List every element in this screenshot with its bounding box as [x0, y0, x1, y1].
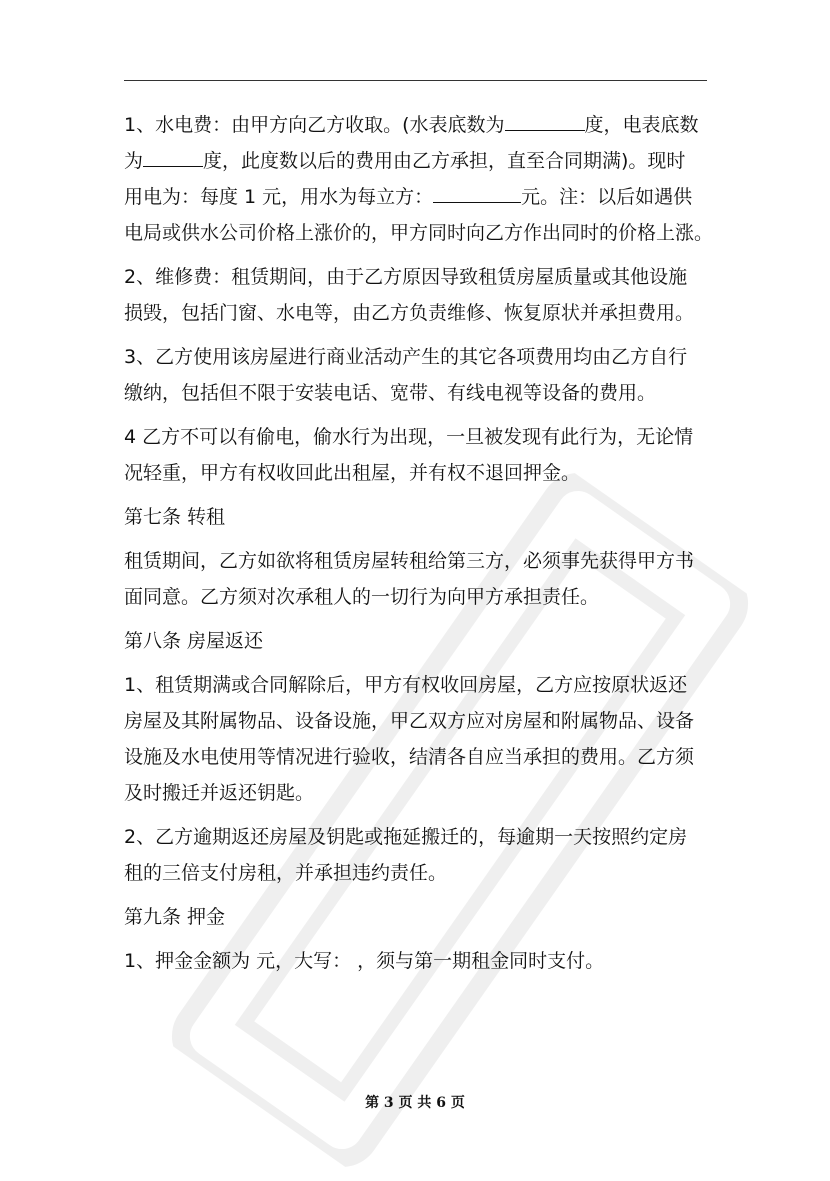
- paragraph: [124, 259, 714, 331]
- page-number: 第 3 页 共 6 页: [365, 1095, 465, 1111]
- paragraph: [124, 623, 714, 659]
- document-body: [124, 107, 714, 987]
- paragraph: [124, 899, 714, 935]
- text-line: [124, 419, 714, 455]
- text-segment: 1、租赁期满或合同解除后，甲方有权收回房屋，乙方应按原状返还: [124, 674, 688, 696]
- text-segment: 租的三倍支付房租，并承担违约责任。: [124, 862, 448, 884]
- text-line: [124, 667, 714, 703]
- text-segment: 1、押金金额为 元，大写： ，须与第一期租金同时支付。: [124, 950, 605, 972]
- text-line: [124, 579, 714, 615]
- text-line: [124, 775, 714, 811]
- fill-in-blank: [505, 112, 585, 131]
- paragraph: [124, 819, 714, 891]
- fill-in-blank: [143, 148, 203, 167]
- text-segment: 及时搬迁并返还钥匙。: [124, 782, 315, 804]
- paragraph: [124, 943, 714, 979]
- text-line: [124, 899, 714, 935]
- text-line: [124, 499, 714, 535]
- text-line: [124, 623, 714, 659]
- text-segment: 第九条 押金: [124, 906, 226, 928]
- text-segment: 用电为：每度 1 元，用水为每立方：: [124, 186, 434, 208]
- text-segment: 电局或供水公司价格上涨价的，甲方同时向乙方作出同时的价格上涨。: [124, 222, 714, 244]
- text-line: [124, 819, 714, 855]
- text-segment: 元。注：以后如遇供: [521, 186, 693, 208]
- header-rule: [124, 80, 707, 81]
- paragraph: [124, 667, 714, 811]
- text-segment: 度，此度数以后的费用由乙方承担，直至合同期满)。现时: [203, 150, 686, 172]
- text-segment: 房屋及其附属物品、设备设施，甲乙双方应对房屋和附属物品、设备: [124, 710, 695, 732]
- text-segment: 损毁，包括门窗、水电等，由乙方负责维修、恢复原状并承担费用。: [124, 302, 695, 324]
- text-segment: 缴纳，包括但不限于安装电话、宽带、有线电视等设备的费用。: [124, 382, 657, 404]
- text-segment: 2、乙方逾期返还房屋及钥匙或拖延搬迁的，每逾期一天按照约定房: [124, 826, 688, 848]
- text-segment: 第八条 房屋返还: [124, 630, 264, 652]
- paragraph: [124, 339, 714, 411]
- text-line: [124, 215, 714, 251]
- text-line: [124, 339, 714, 375]
- text-line: [124, 455, 714, 491]
- paragraph: [124, 107, 714, 251]
- text-segment: 2、维修费：租赁期间，由于乙方原因导致租赁房屋质量或其他设施: [124, 266, 688, 288]
- paragraph: [124, 543, 714, 615]
- text-segment: 况轻重，甲方有权收回此出租屋，并有权不退回押金。: [124, 462, 581, 484]
- text-segment: 面同意。乙方须对次承租人的一切行为向甲方承担责任。: [124, 586, 600, 608]
- text-line: [124, 107, 714, 143]
- text-segment: 为: [124, 150, 144, 172]
- text-line: [124, 855, 714, 891]
- text-line: [124, 179, 714, 215]
- text-line: [124, 543, 714, 579]
- paragraph: [124, 499, 714, 535]
- text-segment: 设施及水电使用等情况进行验收，结清各自应当承担的费用。乙方须: [124, 746, 695, 768]
- text-line: [124, 295, 714, 331]
- paragraph: [124, 419, 714, 491]
- text-line: [124, 739, 714, 775]
- text-line: [124, 703, 714, 739]
- text-line: [124, 259, 714, 295]
- text-line: [124, 375, 714, 411]
- text-line: [124, 943, 714, 979]
- text-segment: 3、乙方使用该房屋进行商业活动产生的其它各项费用均由乙方自行: [124, 346, 688, 368]
- text-segment: 租赁期间，乙方如欲将租赁房屋转租给第三方，必须事先获得甲方书: [124, 550, 695, 572]
- text-line: [124, 143, 714, 179]
- fill-in-blank: [433, 184, 521, 203]
- text-segment: 第七条 转租: [124, 506, 226, 528]
- text-segment: 1、水电费：由甲方向乙方收取。(水表底数为: [124, 114, 505, 136]
- text-segment: 度，电表底数: [584, 114, 699, 136]
- text-segment: 4 乙方不可以有偷电，偷水行为出现，一旦被发现有此行为，无论情: [124, 426, 694, 448]
